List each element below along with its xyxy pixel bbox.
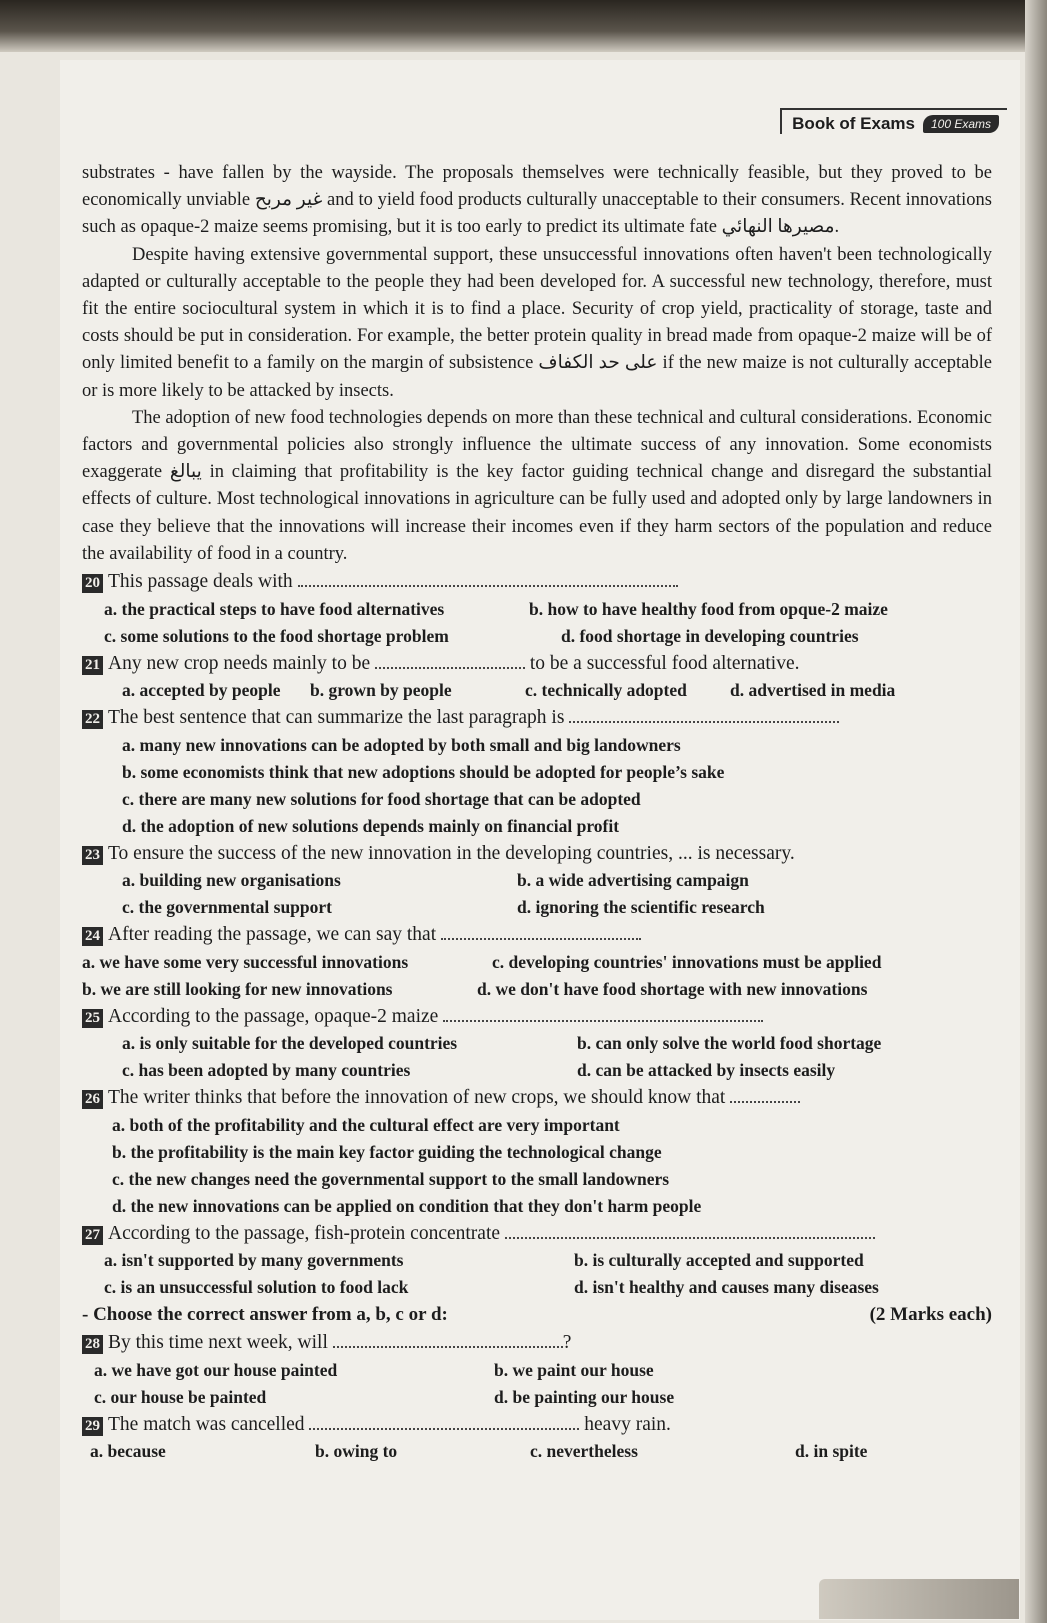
- question-stem: This passage deals with: [108, 571, 293, 593]
- section-marks: (2 Marks each): [869, 1304, 992, 1326]
- question-number: 28: [82, 1335, 103, 1354]
- question-stem: The match was cancelled: [108, 1413, 305, 1435]
- question-21: [82, 650, 992, 678]
- options-row: [82, 1030, 992, 1057]
- question-stem: By this time next week, will: [108, 1332, 328, 1354]
- question-stem: According to the passage, opaque-2 maize: [108, 1005, 439, 1027]
- options-row: [82, 1274, 992, 1301]
- question-22: [82, 704, 992, 732]
- option-d: d. advertised in media: [730, 680, 896, 701]
- option-a: a. the practical steps to have food alternatives: [104, 598, 445, 619]
- option-c: c. our house be painted: [94, 1386, 267, 1407]
- question-stem-end: to be a successful food alternative.: [529, 652, 800, 674]
- section-instruction: - Choose the correct answer from a, b, c or d:: [82, 1304, 448, 1326]
- option-d: d. ignoring the scientific research: [517, 897, 765, 918]
- option-b: b. how to have healthy food from opque-2 maize: [529, 598, 888, 619]
- option-b: b. owing to: [315, 1441, 398, 1462]
- option-c: c. nevertheless: [530, 1441, 638, 1462]
- photo-right-edge: [1025, 0, 1047, 1623]
- book-title: Book of Exams: [792, 114, 915, 133]
- book-header: [780, 108, 1007, 134]
- options-row: [82, 623, 992, 650]
- question-stem-end: ?: [562, 1332, 572, 1354]
- question-stem: The best sentence that can summarize the last paragraph is: [108, 707, 565, 729]
- options-row: [82, 949, 992, 976]
- option-b: b. some economists think that new adoptions should be adopted for people’s sake: [122, 761, 725, 782]
- question-23: [82, 840, 992, 868]
- question-number: 25: [82, 1009, 103, 1028]
- option-b: b. is culturally accepted and supported: [574, 1250, 864, 1271]
- option-a: a. both of the profitability and the cultural effect are very important: [112, 1114, 620, 1135]
- question-25: [82, 1003, 992, 1031]
- option-c: c. technically adopted: [525, 680, 687, 701]
- answer-blank: [730, 1087, 800, 1103]
- option-d: d. can be attacked by insects easily: [577, 1060, 836, 1081]
- question-28: [82, 1329, 992, 1357]
- option-a: a. we have got our house painted: [94, 1359, 338, 1380]
- question-24: [82, 921, 992, 949]
- question-number: 20: [82, 574, 103, 593]
- option-a: a. many new innovations can be adopted by both small and big landowners: [122, 734, 681, 755]
- option-d: d. the new innovations can be applied on condition that they don't harm people: [112, 1195, 702, 1216]
- options-row: [82, 894, 992, 921]
- answer-blank: [505, 1223, 875, 1239]
- question-stem-end: heavy rain.: [584, 1413, 671, 1435]
- question-27: [82, 1220, 992, 1248]
- option-a: a. we have some very successful innovations: [82, 951, 409, 972]
- question-29: [82, 1411, 992, 1439]
- question-number: 27: [82, 1226, 103, 1245]
- options-row: [82, 1247, 992, 1274]
- options-row: [82, 1384, 992, 1411]
- answer-blank: [569, 707, 839, 723]
- passage-paragraph-1: substrates - have fallen by the wayside. The proposals themselves were technically feasible, but they proved to be economically unviable غير مربح and to yield food products culturally unacceptable to their consumers. Recent innovations such as opaque-2 maize seems promising, but it is too early to predict its ultimate fate مصيرها النهائي.: [82, 163, 993, 238]
- answer-blank: [333, 1332, 563, 1348]
- option-c: c. the governmental support: [122, 897, 332, 918]
- option-d: d. food shortage in developing countries: [561, 625, 859, 646]
- photo-top-shadow: [0, 0, 1047, 52]
- passage-paragraph-2: Despite having extensive governmental support, these unsuccessful innovations often haven't been technologically adapted or culturally acceptable to the people they had been developed for. A successful new technology, therefore, must fit the entire sociocultural system in which it is to find a place. Security of crop yield, practicality of storage, taste and costs should be put in consideration. For example, the better protein quality in bread made from opaque-2 maize will be of only limited benefit to a family on the margin of subsistence على حد الكفاف if the new maize is not culturally acceptable or is more likely to be attacked by insects.: [82, 244, 992, 401]
- option-b: b. a wide advertising campaign: [517, 870, 749, 891]
- option-c: c. the new changes need the governmental support to the small landowners: [112, 1168, 670, 1189]
- question-number: 24: [82, 927, 103, 946]
- answer-blank: [309, 1414, 579, 1430]
- option-d: d. isn't healthy and causes many diseases: [574, 1277, 879, 1298]
- option-b: b. grown by people: [310, 680, 452, 701]
- option-c: c. has been adopted by many countries: [122, 1060, 411, 1081]
- option-d: d. in spite: [795, 1441, 868, 1462]
- options-row: [82, 1357, 992, 1384]
- option-d: d. we don't have food shortage with new innovations: [477, 978, 868, 999]
- question-stem: Any new crop needs mainly to be: [108, 652, 371, 674]
- option-d: d. the adoption of new solutions depends mainly on financial profit: [122, 815, 620, 836]
- options-row: [82, 867, 992, 894]
- option-a: a. isn't supported by many governments: [104, 1250, 404, 1271]
- option-b: b. we are still looking for new innovations: [82, 978, 393, 999]
- options-row: [82, 596, 992, 623]
- option-c: c. is an unsuccessful solution to food lack: [104, 1277, 409, 1298]
- option-b: b. the profitability is the main key factor guiding the technological change: [112, 1141, 662, 1162]
- question-number: 26: [82, 1090, 103, 1109]
- option-c: c. developing countries' innovations must be applied: [492, 951, 882, 972]
- question-stem: To ensure the success of the new innovation in the developing countries, ... is necessary.: [108, 842, 795, 864]
- answer-blank: [443, 1006, 763, 1022]
- option-a: a. is only suitable for the developed countries: [122, 1033, 458, 1054]
- option-b: b. can only solve the world food shortage: [577, 1033, 882, 1054]
- question-26: [82, 1084, 992, 1112]
- bottom-corner-stamp: [819, 1579, 1019, 1619]
- option-c: c. some solutions to the food shortage problem: [104, 625, 449, 646]
- option-a: a. accepted by people: [122, 680, 281, 701]
- question-20: [82, 568, 992, 596]
- question-number: 29: [82, 1417, 103, 1436]
- answer-blank: [298, 571, 678, 587]
- question-number: 22: [82, 710, 103, 729]
- options-row: [82, 677, 992, 704]
- question-number: 23: [82, 846, 103, 865]
- question-stem: After reading the passage, we can say that: [108, 924, 437, 946]
- options-row: [82, 1438, 992, 1465]
- exam-content: [82, 160, 992, 1465]
- answer-blank: [375, 653, 525, 669]
- option-b: b. we paint our house: [494, 1359, 654, 1380]
- passage-paragraph-3: The adoption of new food technologies depends on more than these technical and cultural considerations. Economic factors and governmental policies also strongly influence the ultimate success of any innovation. Some economists exaggerate يبالغ in claiming that profitability is the key factor guiding technical change and disregard the substantial effects of culture. Most technological innovations in agriculture can be fully used and adopted only by large landowners in case they believe that the innovations will increase their incomes even if they harm sectors of the population and reduce the availability of food in a country.: [82, 407, 992, 564]
- section-instruction-row: [82, 1301, 992, 1329]
- question-number: 21: [82, 656, 103, 675]
- options-row: [82, 976, 992, 1003]
- exams-badge: 100 Exams: [923, 115, 999, 133]
- option-a: a. because: [90, 1441, 166, 1462]
- option-c: c. there are many new solutions for food shortage that can be adopted: [122, 788, 641, 809]
- option-a: a. building new organisations: [122, 870, 341, 891]
- question-stem: The writer thinks that before the innovation of new crops, we should know that: [108, 1087, 726, 1109]
- question-stem: According to the passage, fish-protein concentrate: [108, 1222, 501, 1244]
- options-row: [82, 1057, 992, 1084]
- option-d: d. be painting our house: [494, 1386, 675, 1407]
- answer-blank: [441, 924, 641, 940]
